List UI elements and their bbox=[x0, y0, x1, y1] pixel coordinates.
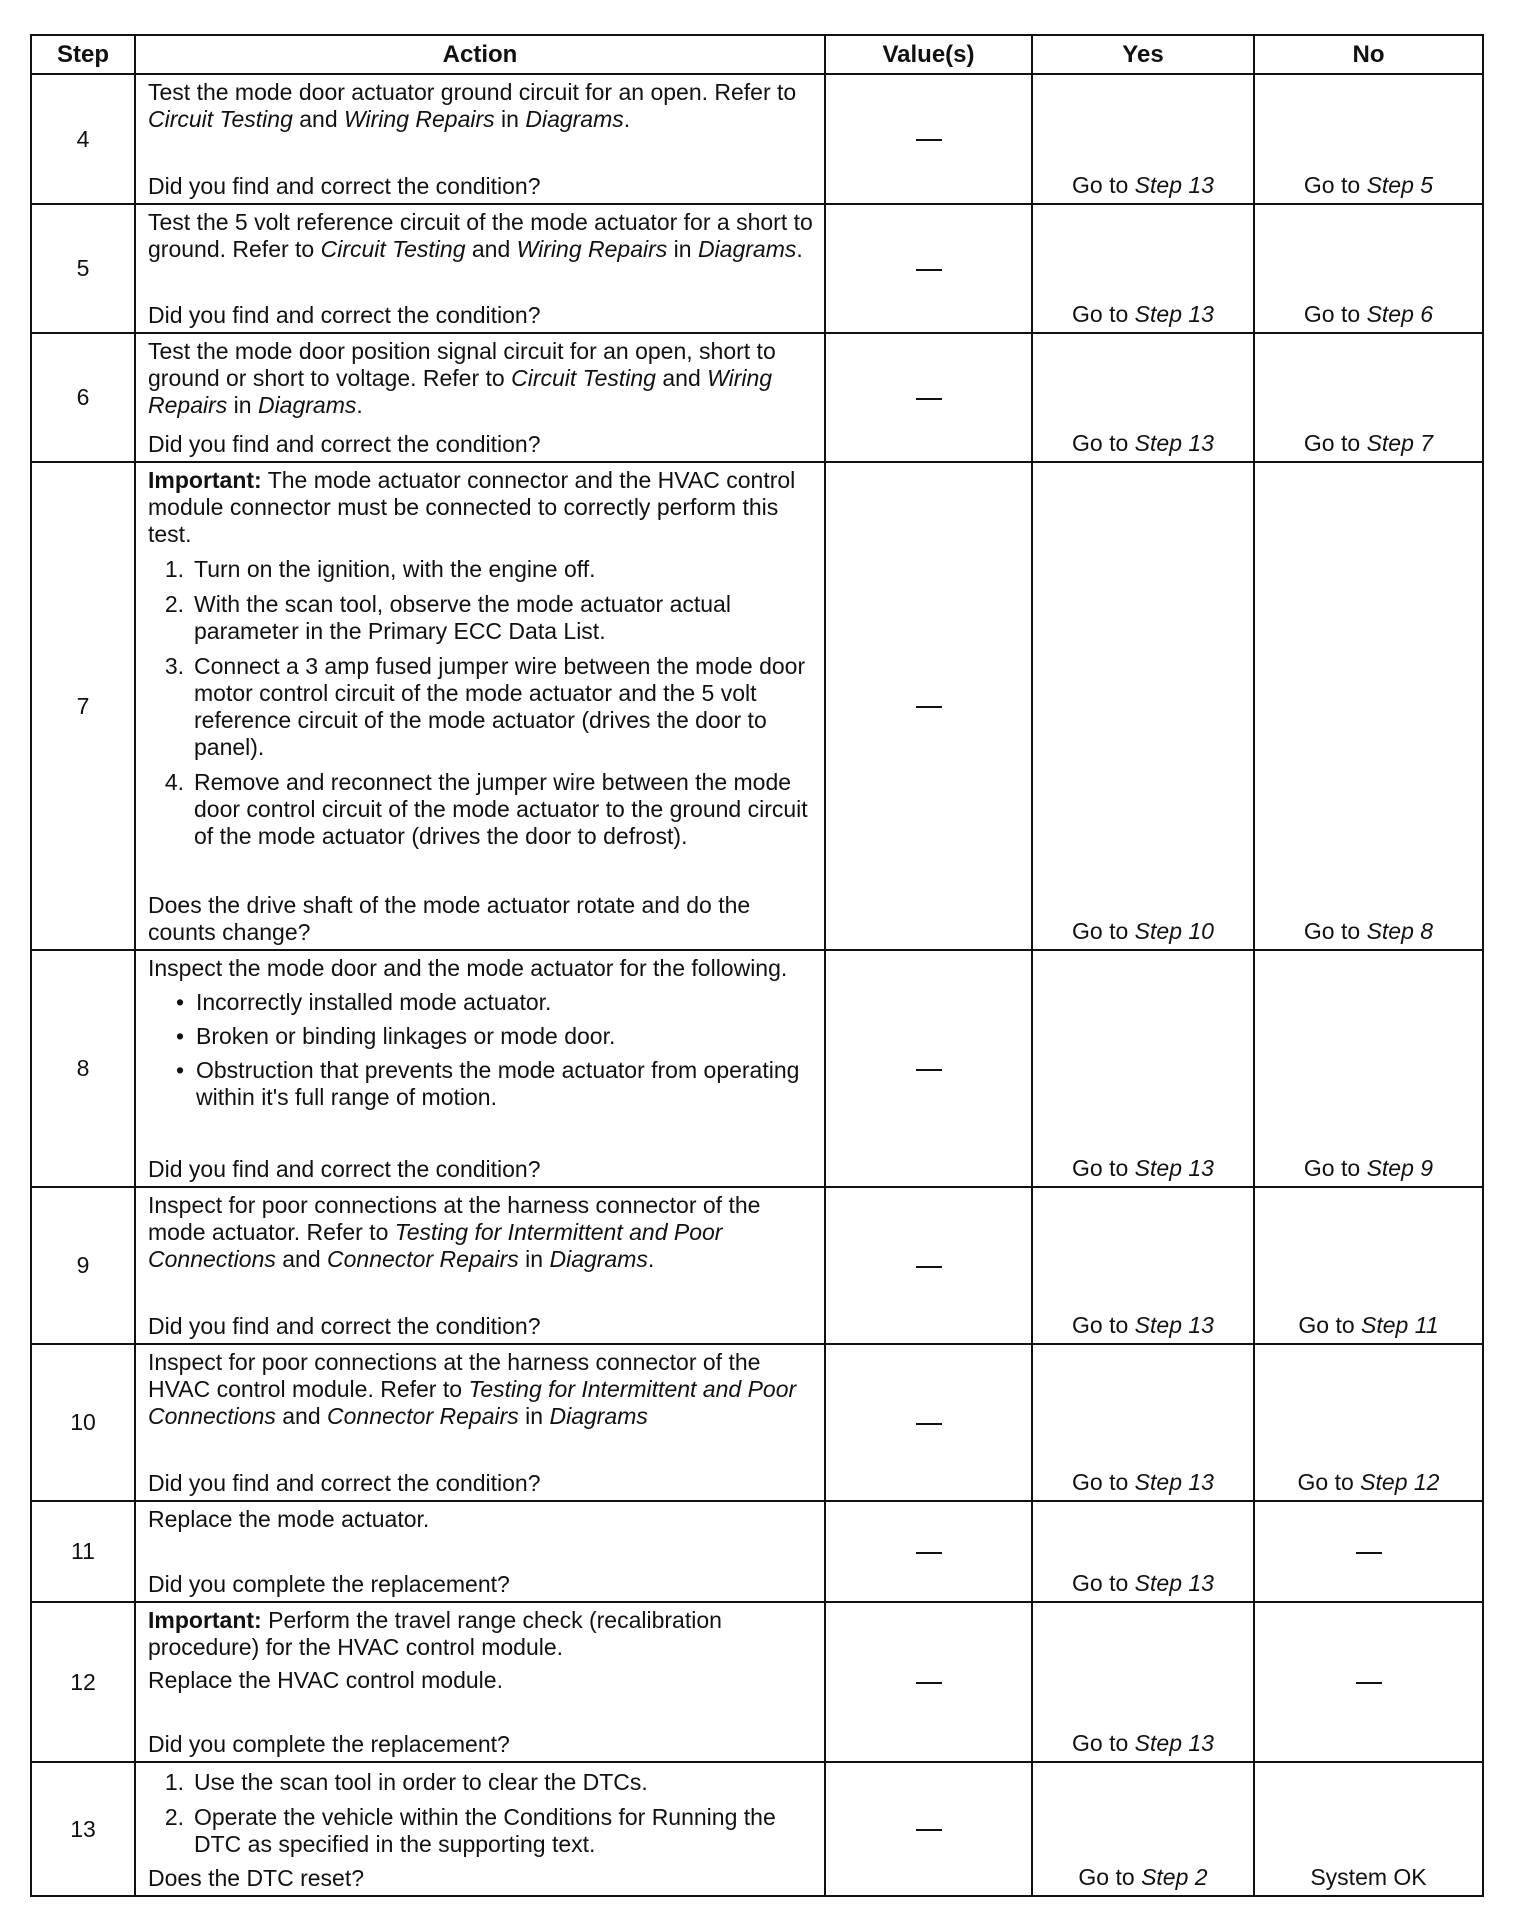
table-row bbox=[31, 333, 1483, 462]
dash-mark bbox=[916, 1069, 942, 1071]
action-text: Replace the mode actuator. bbox=[148, 1506, 430, 1532]
action-text: Test the 5 volt reference circuit of the mode actuator for a short to ground. Refer to Circuit Testing and Wiring Repairs in Diagrams. bbox=[148, 209, 813, 262]
yes-cell: Go to Step 13 bbox=[1032, 1602, 1254, 1762]
action-text: Replace the HVAC control module. bbox=[148, 1667, 503, 1693]
action-cell bbox=[135, 1602, 825, 1762]
dash-mark bbox=[916, 1266, 942, 1268]
dash-mark bbox=[916, 1552, 942, 1554]
action-question: Did you find and correct the condition? bbox=[148, 173, 541, 199]
header-values: Value(s) bbox=[825, 35, 1032, 74]
action-cell bbox=[135, 1762, 825, 1896]
list-item: 3. Connect a 3 amp fused jumper wire between the mode door motor control circuit of the mode actuator and the 5 volt reference circuit of the mode actuator (drives the door to panel). bbox=[164, 653, 806, 760]
no-cell: Go to Step 12 bbox=[1254, 1344, 1483, 1501]
no-cell bbox=[1254, 1602, 1483, 1762]
step-number: 5 bbox=[31, 204, 135, 333]
value-cell bbox=[825, 204, 1032, 333]
action-cell bbox=[135, 204, 825, 333]
important-note: Important: Perform the travel range check (recalibration procedure) for the HVAC control module. bbox=[148, 1607, 722, 1660]
table-row bbox=[31, 74, 1483, 204]
step-number: 11 bbox=[31, 1501, 135, 1602]
action-question: Does the drive shaft of the mode actuator rotate and do the counts change? bbox=[148, 892, 751, 945]
action-question: Did you complete the replacement? bbox=[148, 1571, 510, 1597]
value-cell bbox=[825, 1602, 1032, 1762]
step-number: 10 bbox=[31, 1344, 135, 1501]
dash-mark bbox=[916, 1829, 942, 1831]
yes-cell: Go to Step 10 bbox=[1032, 462, 1254, 950]
action-question: Did you complete the replacement? bbox=[148, 1731, 510, 1757]
dash-mark bbox=[916, 398, 942, 400]
no-cell: Go to Step 9 bbox=[1254, 950, 1483, 1187]
table-row bbox=[31, 204, 1483, 333]
step-number: 6 bbox=[31, 333, 135, 462]
list-item: 2. With the scan tool, observe the mode actuator actual parameter in the Primary ECC Data List. bbox=[164, 591, 731, 644]
header-yes: Yes bbox=[1032, 35, 1254, 74]
value-cell bbox=[825, 1344, 1032, 1501]
table-row bbox=[31, 462, 1483, 950]
list-item: 1. Turn on the ignition, with the engine off. bbox=[164, 556, 596, 582]
action-cell bbox=[135, 950, 825, 1187]
yes-cell: Go to Step 13 bbox=[1032, 950, 1254, 1187]
dash-mark bbox=[1356, 1552, 1382, 1554]
list-item: • Incorrectly installed mode actuator. bbox=[176, 989, 552, 1015]
yes-cell: Go to Step 13 bbox=[1032, 204, 1254, 333]
action-question: Did you find and correct the condition? bbox=[148, 1156, 541, 1182]
value-cell bbox=[825, 462, 1032, 950]
action-text: Inspect the mode door and the mode actuator for the following. bbox=[148, 955, 788, 981]
header-row bbox=[31, 35, 1483, 74]
value-cell bbox=[825, 950, 1032, 1187]
yes-cell: Go to Step 2 bbox=[1032, 1762, 1254, 1896]
table-row bbox=[31, 1762, 1483, 1896]
yes-cell: Go to Step 13 bbox=[1032, 1187, 1254, 1344]
no-cell: System OK bbox=[1254, 1762, 1483, 1896]
diagnostic-table bbox=[30, 34, 1484, 1897]
yes-cell: Go to Step 13 bbox=[1032, 1501, 1254, 1602]
no-cell: Go to Step 11 bbox=[1254, 1187, 1483, 1344]
no-cell: Go to Step 7 bbox=[1254, 333, 1483, 462]
action-question: Did you find and correct the condition? bbox=[148, 1313, 541, 1339]
dash-mark bbox=[916, 1682, 942, 1684]
dash-mark bbox=[916, 269, 942, 271]
value-cell bbox=[825, 1187, 1032, 1344]
value-cell bbox=[825, 1501, 1032, 1602]
step-number: 4 bbox=[31, 74, 135, 204]
action-text: Test the mode door actuator ground circuit for an open. Refer to Circuit Testing and Wiring Repairs in Diagrams. bbox=[148, 79, 797, 132]
action-cell bbox=[135, 333, 825, 462]
inspection-list bbox=[148, 989, 814, 1111]
header-step: Step bbox=[31, 35, 135, 74]
list-item: • Broken or binding linkages or mode door. bbox=[176, 1023, 616, 1049]
important-note: Important: The mode actuator connector and the HVAC control module connector must be connected to correctly perform this test. bbox=[148, 467, 796, 547]
action-question: Does the DTC reset? bbox=[148, 1865, 365, 1891]
step-number: 9 bbox=[31, 1187, 135, 1344]
yes-cell: Go to Step 13 bbox=[1032, 74, 1254, 204]
step-number: 8 bbox=[31, 950, 135, 1187]
value-cell bbox=[825, 333, 1032, 462]
action-question: Did you find and correct the condition? bbox=[148, 1470, 541, 1496]
action-text: Inspect for poor connections at the harness connector of the mode actuator. Refer to Testing for Intermittent and Poor Connections and Connector Repairs in Diagrams. bbox=[148, 1192, 761, 1272]
yes-cell: Go to Step 13 bbox=[1032, 1344, 1254, 1501]
dash-mark bbox=[916, 1423, 942, 1425]
action-cell bbox=[135, 74, 825, 204]
table-row bbox=[31, 1501, 1483, 1602]
action-question: Did you find and correct the condition? bbox=[148, 302, 541, 328]
table-row bbox=[31, 1602, 1483, 1762]
yes-cell: Go to Step 13 bbox=[1032, 333, 1254, 462]
no-cell: Go to Step 8 bbox=[1254, 462, 1483, 950]
action-cell bbox=[135, 1187, 825, 1344]
step-number: 12 bbox=[31, 1602, 135, 1762]
list-item: 1. Use the scan tool in order to clear the DTCs. bbox=[164, 1769, 648, 1795]
table-row bbox=[31, 950, 1483, 1187]
table-row bbox=[31, 1187, 1483, 1344]
header-no: No bbox=[1254, 35, 1483, 74]
no-cell: Go to Step 6 bbox=[1254, 204, 1483, 333]
list-item: 4. Remove and reconnect the jumper wire between the mode door control circuit of the mode actuator to the ground circuit of the mode actuator (drives the door to defrost). bbox=[164, 769, 808, 849]
table-row bbox=[31, 1344, 1483, 1501]
step-number: 13 bbox=[31, 1762, 135, 1896]
procedure-list bbox=[148, 556, 814, 850]
action-cell bbox=[135, 1344, 825, 1501]
action-cell bbox=[135, 462, 825, 950]
list-item: • Obstruction that prevents the mode actuator from operating within it's full range of motion. bbox=[176, 1057, 800, 1110]
no-cell bbox=[1254, 1501, 1483, 1602]
no-cell: Go to Step 5 bbox=[1254, 74, 1483, 204]
action-text: Inspect for poor connections at the harness connector of the HVAC control module. Refer to Testing for Intermittent and Poor Connections and Connector Repairs in Diagrams bbox=[148, 1349, 797, 1429]
dash-mark bbox=[1356, 1682, 1382, 1684]
dash-mark bbox=[916, 706, 942, 708]
action-cell bbox=[135, 1501, 825, 1602]
header-action: Action bbox=[135, 35, 825, 74]
step-number: 7 bbox=[31, 462, 135, 950]
list-item: 2. Operate the vehicle within the Conditions for Running the DTC as specified in the supporting text. bbox=[164, 1804, 776, 1857]
procedure-list bbox=[148, 1769, 814, 1858]
action-question: Did you find and correct the condition? bbox=[148, 431, 541, 457]
action-text: Test the mode door position signal circuit for an open, short to ground or short to voltage. Refer to Circuit Testing and Wiring Repairs in Diagrams. bbox=[148, 338, 776, 418]
value-cell bbox=[825, 74, 1032, 204]
value-cell bbox=[825, 1762, 1032, 1896]
dash-mark bbox=[916, 139, 942, 141]
